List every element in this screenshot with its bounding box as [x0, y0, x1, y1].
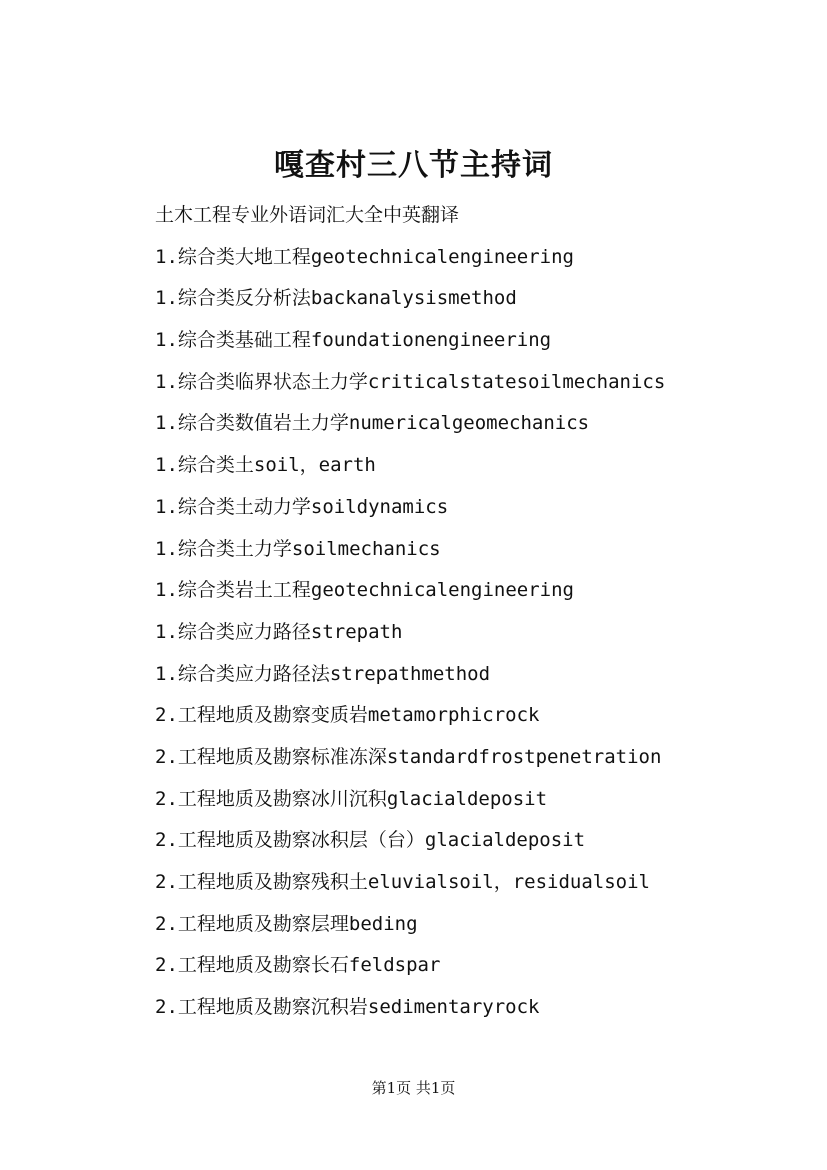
term-line: 2.工程地质及勘察标准冻深standardfrostpenetration — [155, 745, 662, 768]
term-list — [155, 195, 775, 1029]
term-line: 2.工程地质及勘察残积土eluvialsoil，residualsoil — [155, 871, 650, 893]
term-line: 1.综合类数值岩土力学numericalgeomechanics — [155, 412, 590, 435]
term-line: 1.综合类岩土工程geotechnicalengineering — [155, 579, 574, 602]
term-line: 2.工程地质及勘察冰积层（台）glacialdeposit — [155, 829, 586, 852]
term-line: 2.工程地质及勘察长石feldspar — [155, 954, 441, 977]
term-line: 2.工程地质及勘察层理beding — [155, 912, 418, 935]
term-line: 1.综合类反分析法backanalysismethod — [155, 287, 517, 310]
term-line: 1.综合类大地工程geotechnicalengineering — [155, 245, 574, 268]
term-line: 1.综合类临界状态土力学criticalstatesoilmechanics — [155, 370, 666, 393]
term-line: 1.综合类土动力学soildynamics — [155, 495, 449, 518]
term-line: 2.工程地质及勘察沉积岩sedimentaryrock — [155, 996, 540, 1019]
term-line: 1.综合类应力路径strepath — [155, 620, 403, 643]
term-line: 1.综合类应力路径法strepathmethod — [155, 662, 491, 685]
page-footer: 第1页 共1页 — [371, 1079, 456, 1097]
term-line: 1.综合类土soil，earth — [155, 454, 376, 477]
term-line: 1.综合类基础工程foundationengineering — [155, 329, 552, 352]
term-line: 2.工程地质及勘察变质岩metamorphicrock — [155, 704, 540, 727]
page-title: 嘎查村三八节主持词 — [274, 148, 553, 183]
term-line: 1.综合类土力学soilmechanics — [155, 537, 441, 560]
term-line: 土木工程专业外语词汇大全中英翻译 — [155, 204, 460, 226]
term-line: 2.工程地质及勘察冰川沉积glacialdeposit — [155, 787, 548, 810]
